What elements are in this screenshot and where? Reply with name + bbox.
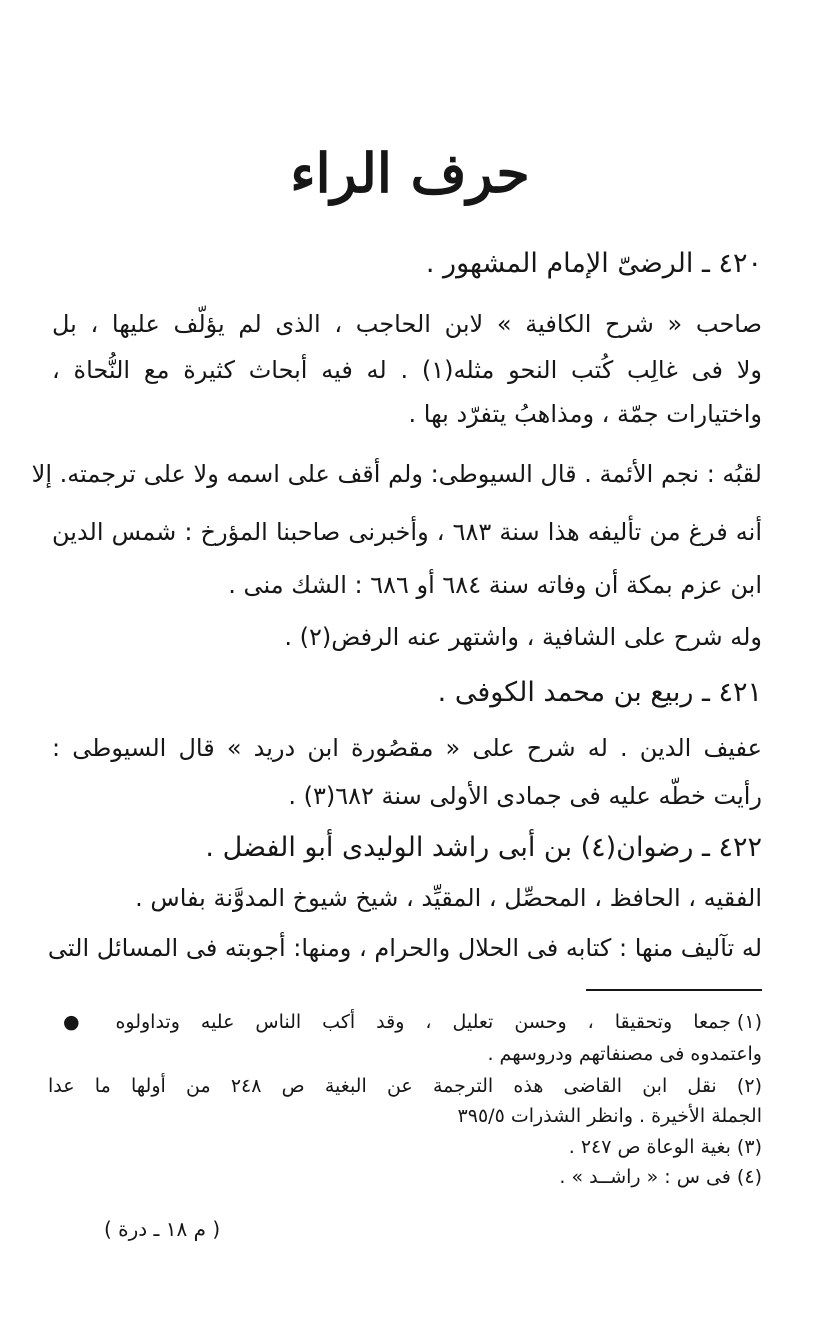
- entry-420-title: ٤٢٠ ـ الرضىّ الإمام المشهور .: [425, 248, 762, 279]
- footnote-1-line-2: واعتمدوه فى مصنفاتهم ودروسهم .: [487, 1043, 762, 1065]
- entry-420-line-1: صاحب « شرح الكافية » لابن الحاجب ، الذى لم يؤلّف عليها ، بل: [52, 310, 762, 338]
- section-heading: حرف الراء: [290, 141, 530, 205]
- entry-420-line-4: لقبُه : نجم الأئمة . قال السيوطى: ولم أقف على اسمه ولا على ترجمته. إلا: [31, 460, 762, 488]
- entry-421-line-1: عفيف الدين . له شرح على « مقصُورة ابن دريد » قال السيوطى :: [52, 734, 762, 762]
- entry-420-line-3: واختيارات جمّة ، ومذاهبُ يتفرّد بها .: [408, 400, 762, 428]
- footnote-4: (٤) فى س : « راشــد » .: [559, 1166, 762, 1188]
- footnote-2-line-1: (٢) نقل ابن القاضى هذه الترجمة عن البغية ص ٢٤٨ من أولها ما عدا: [48, 1075, 762, 1097]
- footnote-2-line-2: الجملة الأخيرة . وانظر الشذرات ٣٩٥/٥: [457, 1105, 762, 1127]
- entry-422-line-1: الفقيه ، الحافظ ، المحصِّل ، المقيِّد ، شيخ شيوخ المدوَّنة بفاس .: [135, 884, 762, 912]
- entry-422-line-2: له تآليف منها : كتابه فى الحلال والحرام ، ومنها: أجوبته فى المسائل التى: [47, 934, 762, 962]
- footnote-1-line-1: (١) جمعا وتحقيقا ، وحسن تعليل ، وقد أكب الناس عليه وتداولوه ●: [48, 1011, 762, 1033]
- entry-421-title: ٤٢١ ـ ربيع بن محمد الكوفى .: [437, 677, 762, 708]
- entry-420-line-6: ابن عزم بمكة أن وفاته سنة ٦٨٤ أو ٦٨٦ : الشك منى .: [228, 571, 762, 599]
- entry-420-line-7: وله شرح على الشافية ، واشتهر عنه الرفض(٢) .: [284, 623, 762, 651]
- footnote-3: (٣) بغية الوعاة ص ٢٤٧ .: [568, 1136, 762, 1158]
- footnote-separator: [586, 989, 762, 991]
- entry-420-line-5: أنه فرغ من تأليفه هذا سنة ٦٨٣ ، وأخبرنى صاحبنا المؤرخ : شمس الدين: [52, 518, 763, 546]
- signature-mark: ( م ١٨ ـ درة ): [104, 1217, 221, 1241]
- entry-422-title: ٤٢٢ ـ رضوان(٤) بن أبى راشد الوليدى أبو الفضل .: [205, 832, 762, 863]
- entry-421-line-2: رأيت خطّه عليه فى جمادى الأولى سنة ٦٨٢(٣) .: [288, 782, 762, 810]
- entry-420-line-2: ولا فى غالِب كُتب النحو مثله(١) . له فيه أبحاث كثيرة مع النُّحاة ،: [52, 356, 763, 384]
